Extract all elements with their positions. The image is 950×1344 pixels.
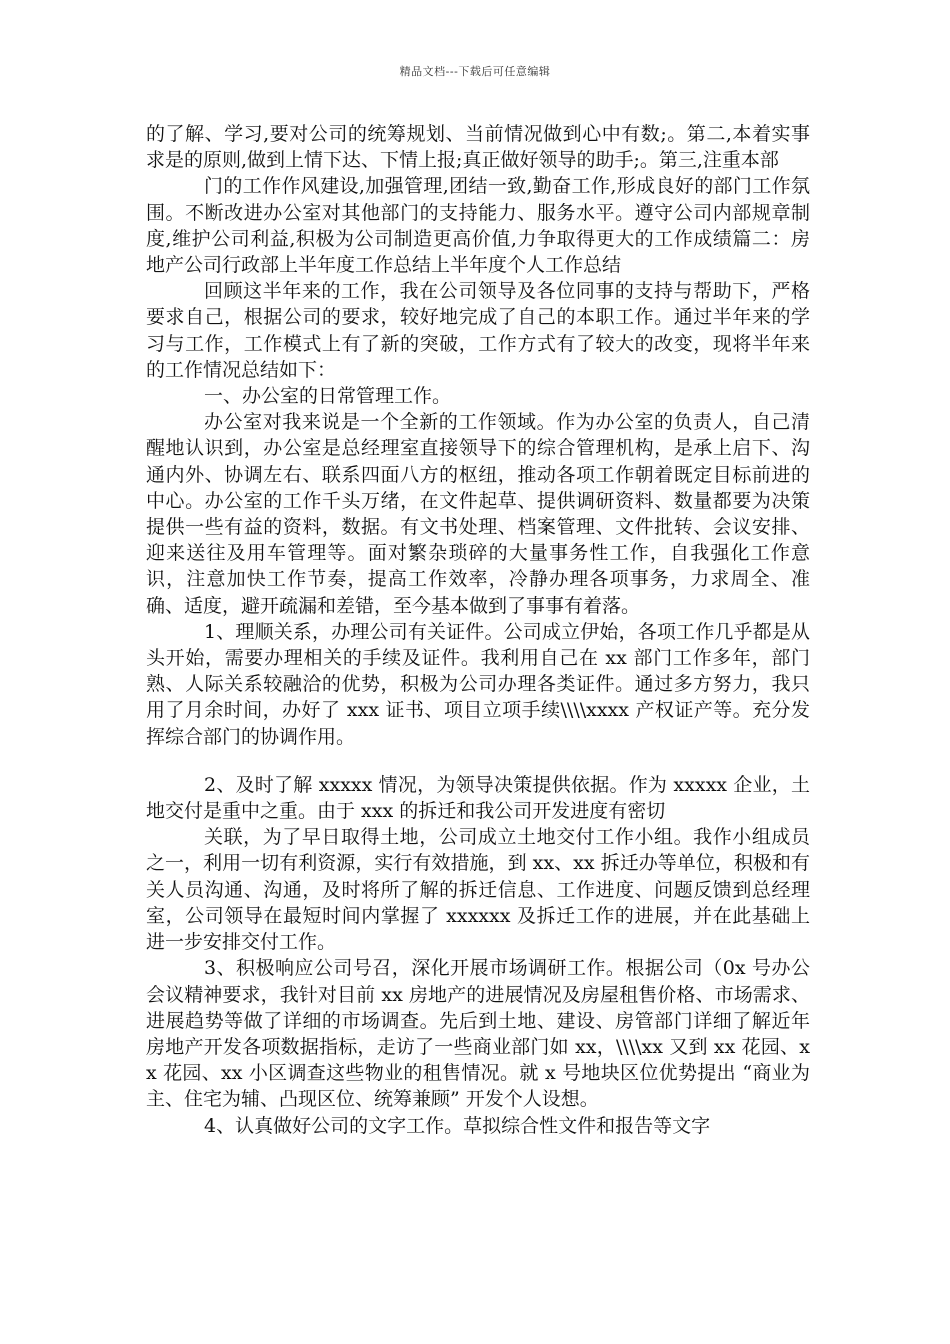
- paragraph-4: 办公室对我来说是一个全新的工作领域。作为办公室的负责人，自己清醒地认识到，办公室是总经理室直接领导下的综合管理机构，是承上启下、沟通内外、协调左右、联系四面八方的枢纽，推动各项工作朝着既定目标前进的中心。办公室的工作千头万绪，在文件起草、提供调研资料、数量都要为决策提供一些有益的资料，数据。有文书处理、档案管理、文件批转、会议安排、迎来送往及用车管理等。面对繁杂琐碎的大量事务性工作，自我强化工作意识，注意加快工作节奏，提高工作效率，冷静办理各项事务，力求周全、准确、适度，避开疏漏和差错，至今基本做到了事事有着落。: [146, 411, 810, 617]
- paragraph-5: 1、理顺关系，办理公司有关证件。公司成立伊始，各项工作几乎都是从头开始，需要办理相关的手续及证件。我利用自己在 xx 部门工作多年，部门熟、人际关系较融洽的优势，积极为公司办理各类证件。通过多方努力，我只用了月余时间，办好了 xxx 证书、项目立项手续\\\\xxxx 产权证产等。充分发挥综合部门的协调作用。: [146, 620, 810, 748]
- paragraph-3: 回顾这半年来的工作，我在公司领导及各位同事的支持与帮助下，严格要求自己，根据公司的要求，较好地完成了自己的本职工作。通过半年来的学习与工作，工作模式上有了新的突破，工作方式有了较大的改变，现将半年来的工作情况总结如下：: [146, 280, 810, 381]
- paragraph-8: 3、积极响应公司号召，深化开展市场调研工作。根据公司（0x 号办公会议精神要求，我针对目前 xx 房地产的进展情况及房屋租售价格、市场需求、进展趋势等做了详细的市场调查。先后到土地、建设、房管部门详细了解近年房地产开发各项数据指标，走访了一些商业部门如 xx，\\\\xx 又到 xx 花园、xx 花园、xx 小区调查这些物业的租售情况。就 x 号地块区位优势提出 “商业为主、住宅为辅、凸现区位、统筹兼顾” 开发个人设想。: [146, 957, 810, 1111]
- paragraph-7: 关联，为了早日取得土地，公司成立土地交付工作小组。我作小组成员之一，利用一切有利资源，实行有效措施，到 xx、xx 拆迁办等单位，积极和有关人员沟通、沟通，及时将所了解的拆迁信息、工作进度、问题反馈到总经理室，公司领导在最短时间内掌握了 xxxxxx 及拆迁工作的进展，并在此基础上进一步安排交付工作。: [146, 826, 810, 954]
- document-body: [146, 121, 810, 1139]
- paragraph-6: 2、及时了解 xxxxx 情况，为领导决策提供依据。作为 xxxxx 企业，土地交付是重中之重。由于 xxx 的拆迁和我公司开发进度有密切: [146, 773, 810, 823]
- paragraph-2: 门的工作作风建设,加强管理,团结一致,勤奋工作,形成良好的部门工作氛围。不断改进办公室对其他部门的支持能力、服务水平。遵守公司内部规章制度,维护公司利益,积极为公司制造更高价值,力争取得更大的工作成绩篇二：房地产公司行政部上半年度工作总结上半年度个人工作总结: [146, 175, 810, 277]
- paragraph-1: 的了解、学习,要对公司的统筹规划、当前情况做到心中有数;。第二,本着实事求是的原则,做到上情下达、下情上报;真正做好领导的助手;。第三,注重本部: [146, 123, 810, 172]
- page-header: 精品文档---下载后可任意编辑: [399, 65, 551, 78]
- paragraph-9: 4、认真做好公司的文字工作。草拟综合性文件和报告等文字: [204, 1114, 711, 1137]
- section-heading: 一、办公室的日常管理工作。: [204, 385, 452, 408]
